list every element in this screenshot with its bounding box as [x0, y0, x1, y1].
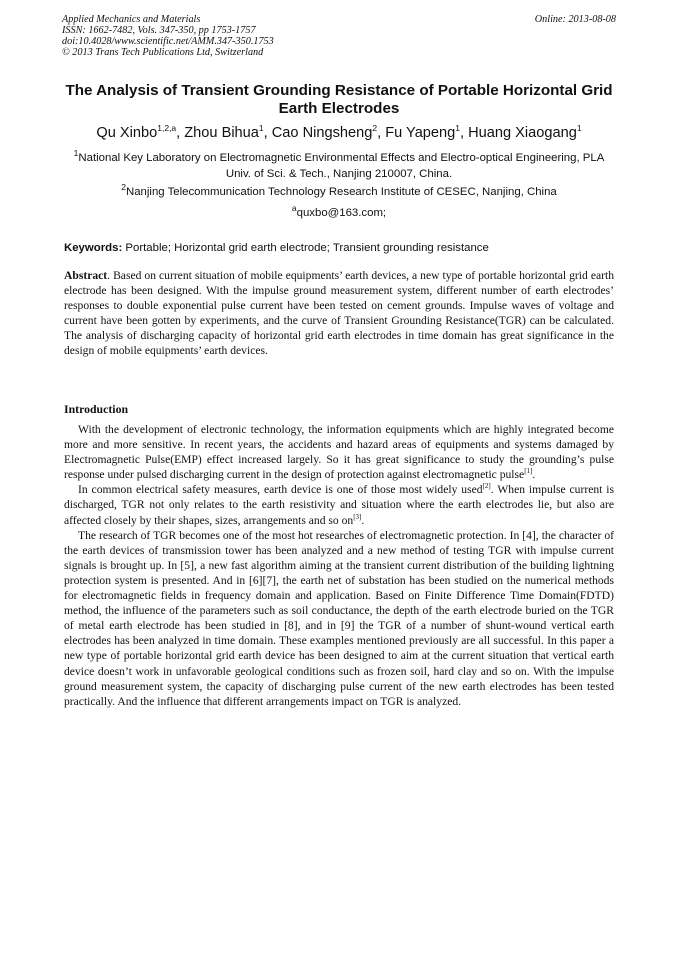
- paragraph-text: With the development of electronic technology, the information equipments which are highly integrated become more and more sensitive. In recent years, the accidents and hazard areas of equipments and systems damaged by Electromagnetic Pulse(EMP) effect increased largely. So it has great significance to study the grounding’s pulse response under pulsed discharging current in the design of protection against electromagnetic pulse: [64, 423, 614, 482]
- paragraph-text: . When impulse current is discharged, TGR not only relates to the earth resistivity and situation where the earth electrodes lie, but also are affected closely by their shapes, sizes, arrangements and so on: [64, 483, 614, 527]
- section-heading-introduction: Introduction: [64, 402, 129, 416]
- affiliation-mark: 2: [121, 182, 126, 193]
- keywords-label: Keywords:: [64, 242, 123, 254]
- keywords: [64, 240, 618, 256]
- author-separator: ,: [377, 125, 386, 141]
- journal-header: [62, 14, 616, 58]
- paragraph-text: In common electrical safety measures, earth device is one of those most widely used: [78, 483, 483, 497]
- journal-name: Applied Mechanics and Materials: [62, 14, 201, 25]
- author-name: Qu Xinbo: [96, 125, 158, 141]
- issn-line: ISSN: 1662-7482, Vols. 347-350, pp 1753-1757: [62, 25, 256, 36]
- author-affiliation-mark: 1: [258, 123, 264, 134]
- abstract-label: Abstract: [64, 269, 108, 282]
- author-name: Huang Xiaogang: [468, 125, 577, 141]
- citation-mark: [1]: [524, 467, 533, 476]
- author-name: Zhou Bihua: [184, 125, 259, 141]
- email-mark: a: [291, 203, 297, 214]
- copyright-line: © 2013 Trans Tech Publications Ltd, Switzerland: [62, 47, 264, 58]
- affiliation-1: [60, 150, 618, 182]
- online-date: Online: 2013-08-08: [534, 14, 616, 25]
- citation-mark: [2]: [482, 482, 491, 491]
- author-list: [30, 124, 648, 142]
- author-name: Fu Yapeng: [385, 125, 456, 141]
- abstract: [64, 268, 614, 359]
- paragraph-text: .: [361, 513, 365, 527]
- author-email: [60, 205, 618, 221]
- abstract-text: . Based on current situation of mobile equipments’ earth devices, a new type of portable horizontal grid earth electrode has been designed. With the impulse ground measurement system, different number of earth electrodes’ responses to double exponential pulse current have been tested on cement grounds. Impulse waves of voltage and current have been gotten by experiments, and the curve of Transient Grounding Resistance(TGR) can be calculated. The analysis of discharging capacity of horizontal grid earth electrodes in time domain has great significance in the design of mobile equipments’ earth devices.: [64, 269, 614, 358]
- intro-paragraph-1: [64, 422, 614, 482]
- author-separator: ,: [263, 125, 272, 141]
- author-affiliation-mark: 1: [576, 123, 582, 134]
- author-separator: ,: [176, 125, 185, 141]
- paragraph-text: .: [532, 468, 536, 482]
- intro-paragraph-2: [64, 482, 614, 527]
- affiliation-2: [60, 184, 618, 200]
- email-text: quxbo@163.com;: [296, 207, 387, 219]
- affiliation-mark: 1: [73, 148, 79, 159]
- doi-line: doi:10.4028/www.scientific.net/AMM.347-350.1753: [62, 36, 274, 47]
- author-affiliation-mark: 1,2,a: [157, 123, 177, 134]
- author-affiliation-mark: 2: [372, 123, 378, 134]
- citation-mark: [3]: [353, 512, 362, 521]
- affiliation-text: Nanjing Telecommunication Technology Research Institute of CESEC, Nanjing, China: [125, 186, 557, 198]
- author-affiliation-mark: 1: [455, 123, 461, 134]
- author-separator: ,: [460, 125, 469, 141]
- paper-title: The Analysis of Transient Grounding Resistance of Portable Horizontal Grid Earth Electrodes: [65, 82, 613, 117]
- author-name: Cao Ningsheng: [271, 125, 373, 141]
- affiliation-text: National Key Laboratory on Electromagnetic Environmental Effects and Electro-optical Engineering, PLA Univ. of Sci. & Tech., Nanjing 210007, China.: [78, 152, 605, 180]
- keywords-text: Portable; Horizontal grid earth electrode; Transient grounding resistance: [122, 242, 489, 254]
- introduction-body: [64, 422, 614, 709]
- intro-paragraph-3: The research of TGR becomes one of the most hot researches of electromagnetic protection. In [4], the character of the earth devices of transmission tower has been analyzed and a new method of testing TGR with impulse current signals is brought up. In [5], a new fast algorithm aiming at the transient current distribution of the building lightning protection system is presented. And in [6][7], the earth net of substation has been studied on the numerical methods for electromagnetic fields in frequency domain and application. Based on Finite Difference Time Domain(FDTD) method, the influence of the parameters such as soil conductance, the depth of the earth electrode buried on the TGR of metal earth electrode has been studied in [8], and in [9] the TGR of a number of shunt-wound vertical earth electrodes has been analyzed in time domain. These examples mentioned previously are all successful. In this paper a new type of portable horizontal grid earth device has been designed to aim at the current situation that vertical earth device doesn’t work in unfavorable geological conditions such as frozen soil, hard clay and so on. With the impulse ground measurement system, the capacity of discharging pulse current of the new earth electrodes has been tested practically. And the influence that different arrangements impact on TGR is analyzed.: [64, 528, 614, 708]
